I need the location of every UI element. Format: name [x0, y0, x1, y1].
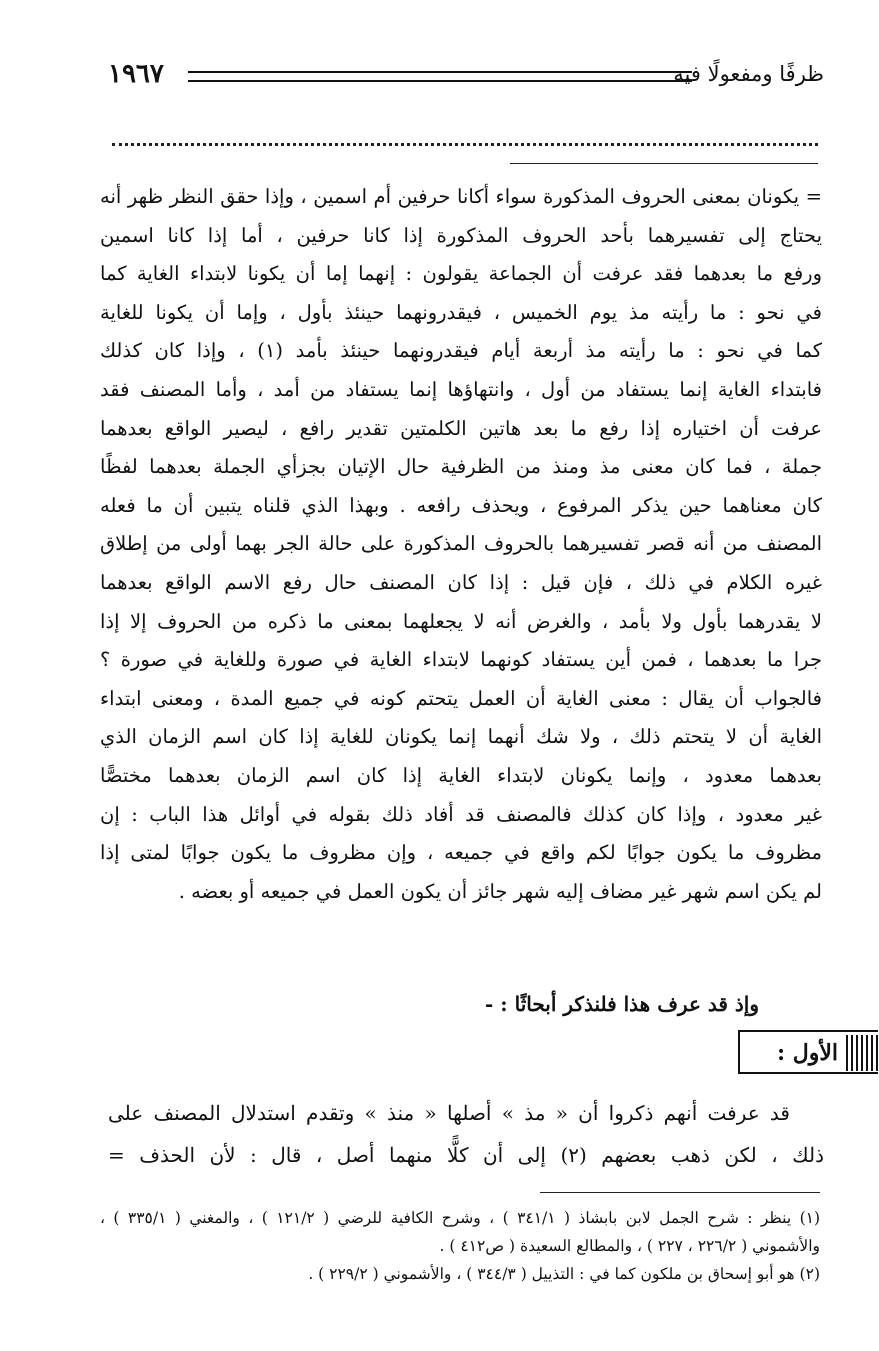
continuation-rule: [510, 163, 818, 164]
text-line: عرفت أن اختياره إذا رفع ما بعد هاتين الكلمتين تقدير رافع ، ليصير الواقع بعدهما: [100, 416, 822, 440]
text-line: غيره الكلام في ذلك ، فإن قيل : إذا كان المصنف حال رفع الاسم الواقع بعدهما: [100, 570, 822, 594]
text-line: فابتداء الغاية إنما يستفاد من أول ، وانتهاؤها إنما يستفاد من أمد ، وأما المصنف فقد: [100, 377, 822, 401]
dotted-separator: [112, 143, 818, 146]
footnotes: [100, 1204, 820, 1288]
text-line: يحتاج إلى تفسيرهما بأحد الحروف المذكورة إذا كانا حرفين ، أما إذا كانا اسمين: [100, 223, 822, 247]
page-header: [108, 58, 824, 90]
text-line: في نحو : ما رأيته مذ يوم الخميس ، فيقدرونهما حينئذ بأول ، وإما أن يكونا للغاية: [100, 300, 822, 324]
transition-sentence: وإذ قد عرف هذا فلنذكر أبحاثًا : -: [485, 992, 759, 1016]
footnote-line: (٢) هو أبو إسحاق بن ملكون كما في : التذييل ( ٣٤٤/٣ ) ، والأشموني ( ٢٢٩/٢ ) .: [308, 1265, 820, 1283]
section-heading: الأول :: [776, 1040, 838, 1066]
text-line: قد عرفت أنهم ذكروا أن « مذ » أصلها « منذ » وتقدم استدلال المصنف على: [108, 1101, 790, 1125]
text-line: كما في نحو : ما رأيته مذ أربعة أيام فيقدرونهما حينئذ بأمد (١) ، وإذا كان كذلك: [100, 339, 822, 363]
text-line: المصنف من أنه قصر تفسيرهما بالحروف المذكورة على حالة الجر بهما أولى من إطلاق: [100, 532, 822, 556]
text-line: الغاية أن لا يتحتم ذلك ، ولا شك أنهما إنما يكونان للغاية إذا كان اسم الزمان الذي: [100, 725, 822, 749]
text-line: جرا ما بعدهما ، فمن أين يستفاد كونهما لابتداء الغاية في صورة وللغاية في صورة ؟: [100, 648, 822, 672]
text-line: = يكونان بمعنى الحروف المذكورة سواء أكانا حرفين أم اسمين ، وإذا حقق النظر ظهر أنه: [100, 185, 822, 208]
running-title: ظرفًا ومفعولًا فيه: [673, 62, 824, 86]
text-line: مظروف ما يكون جوابًا لكم واقع في جميعه ، وإن مظروف ما يكون جوابًا لمتى إذا: [100, 841, 822, 865]
text-line: ذلك ، لكن ذهب بعضهم (٢) إلى أن كلًّا منهما أصل ، قال : لأن الحذف =: [108, 1143, 824, 1167]
text-line: لم يكن اسم شهر غير مضاف إليه شهر جائز أن يكون العمل في جميعه أو بعضه .: [178, 879, 822, 903]
text-line: بعدهما معدود ، وإنما يكونان لابتداء الغاية إذا كان اسم الزمان بعدهما مختصًّا: [100, 763, 822, 787]
footnote-line: (١) ينظر : شرح الجمل لابن بابشاذ ( ٣٤١/١ ) ، وشرح الكافية للرضي ( ١٢١/٢ ) ، والمغني ( ٣٣٥/١ ) ،: [100, 1209, 820, 1227]
main-text: [100, 178, 822, 911]
text-line: لا يقدرهما بأول ولا بأمد ، والغرض أنه لا يجعلهما بمعنى ما ذكره من الحروف إلا إذا: [100, 609, 822, 633]
text-line: كان معناهما حين يذكر المرفوع ، ويحذف رافعه . وبهذا الذي قلناه يتبين أن ما فعله: [100, 493, 822, 517]
section-heading-box: [738, 1030, 878, 1074]
section-text: [108, 1092, 824, 1176]
page-number: ١٩٦٧: [108, 59, 164, 89]
header-double-rule: [188, 71, 692, 82]
text-line: جملة ، فما كان معنى مذ ومنذ من الظرفية حال الإتيان بجزأي الجملة بعدهما لفظًا: [100, 455, 822, 479]
text-line: غير معدود ، وإذا كان كذلك فالمصنف قد أفاد ذلك بقوله في أوائل هذا الباب : إن: [100, 802, 822, 826]
footnote-rule: [540, 1192, 820, 1193]
heading-ornament: [846, 1035, 878, 1071]
footnote-line: والأشموني ( ٢٢٦/٢ ، ٢٢٧ ) ، والمطالع السعيدة ( ص٤١٢ ) .: [439, 1237, 820, 1255]
text-line: فالجواب أن يقال : معنى الغاية أن العمل يتحتم كونه في جميع المدة ، ومعنى ابتداء: [100, 686, 822, 710]
text-line: ورفع ما بعدهما فقد عرفت أن الجماعة يقولون : إنهما إما أن يكونا لابتداء الغاية كما: [100, 262, 822, 286]
